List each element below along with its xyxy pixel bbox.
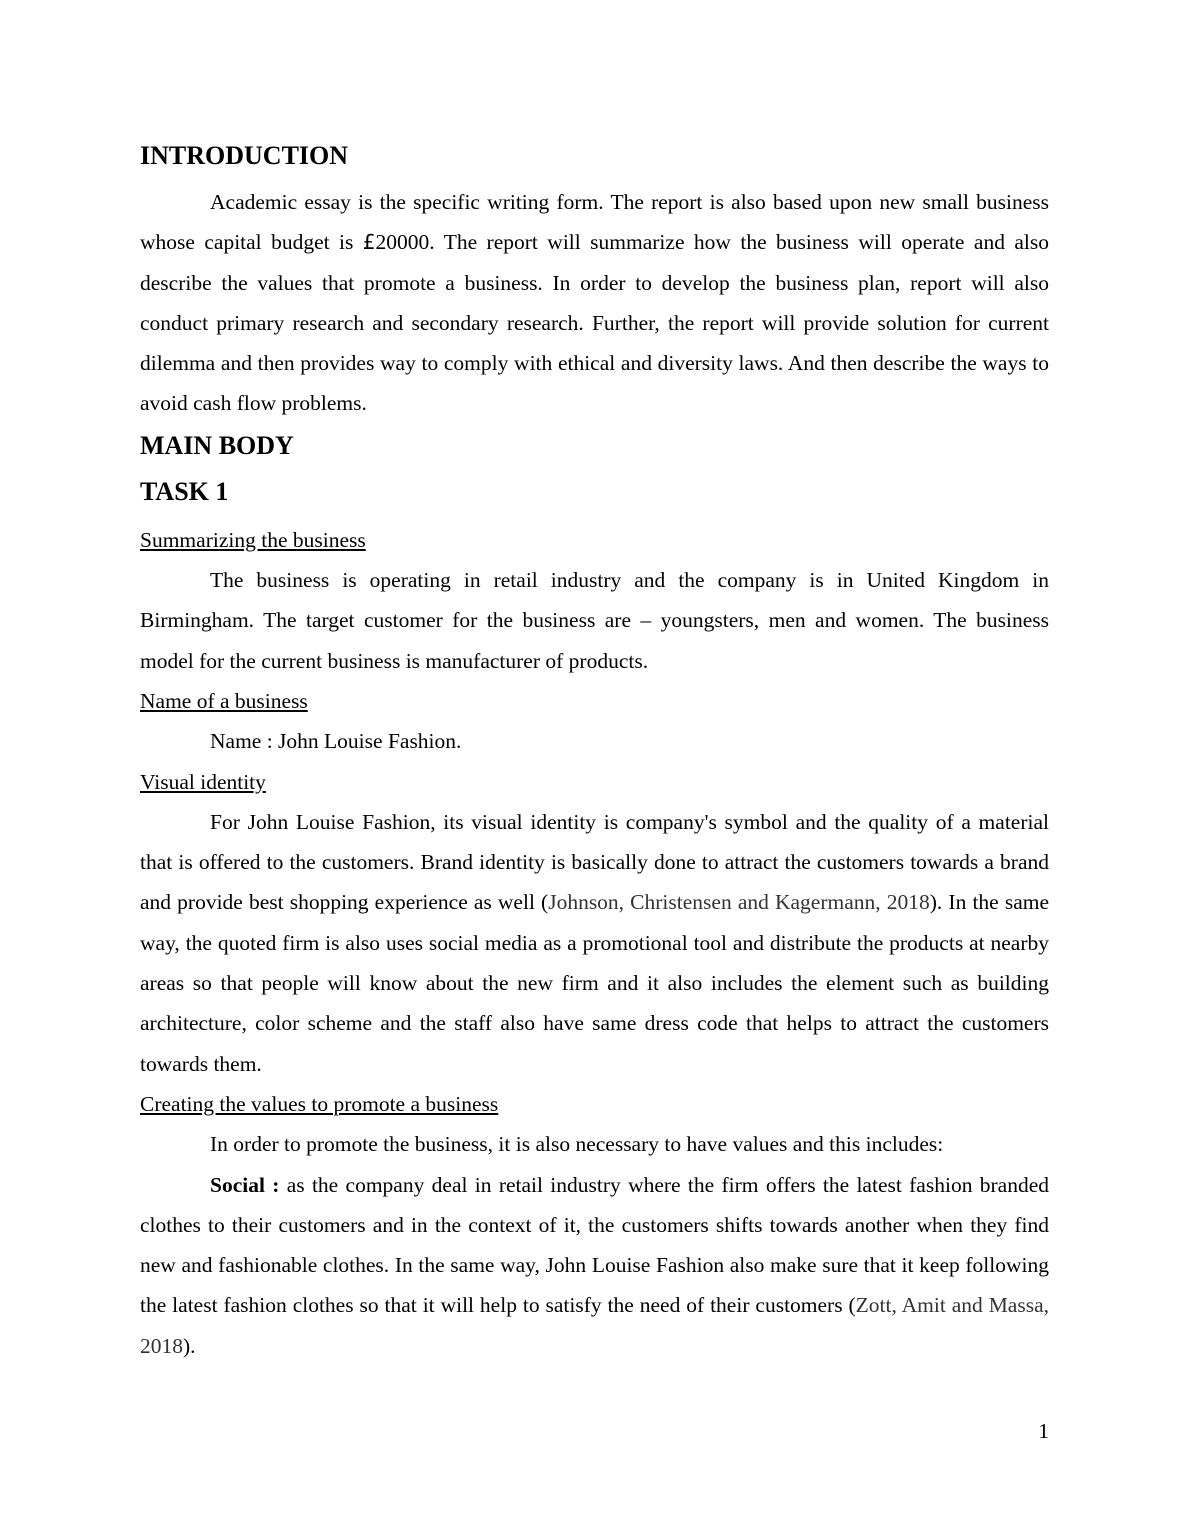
main-body-heading: MAIN BODY [140,430,294,460]
introduction-text-start: Academic essay is the specific writing form. The report is also based upon new small business whose capital budget is [140,190,1049,255]
social-value-text-start: as the company deal in retail industry where the firm offers the latest fashion branded clothes to their customers and in the context of it, the customers shifts towards another when they find new and fashionable clothes. In the same way, John Louise Fashion also make sure that it keep following the latest fashion clothes so that it will help to satisfy the need of their customers ( [140,1172,1049,1318]
visual-identity-citation: Johnson, Christensen and Kagermann, 2018 [548,890,930,915]
task-1-heading: TASK 1 [140,476,229,506]
visual-identity-text-start: For John Louise Fashion, its visual identity is company's symbol and the quality of a material that is offered to the customers. Brand identity is basically done to attract the customers towards a brand and provide best shopping experience as well ( [140,809,1049,915]
values-subheading: Creating the values to promote a business [140,1091,499,1116]
visual-identity-text-end: ). In the same way, the quoted firm is also uses social media as a promotional tool and distribute the products at nearby areas so that people will know about the new firm and it also includes the element such as building architecture, color scheme and the staff also have same dress code that helps to attract the customers towards them. [140,890,1050,1076]
summarizing-subheading: Summarizing the business [140,527,366,552]
document-page [140,138,1049,1366]
visual-identity-paragraph [140,802,1049,1084]
social-value-paragraph [140,1165,1049,1366]
introduction-text-end: 20000. The report will summarize how the business will operate and also describe the values that promote a business. In order to develop the business plan, report will also conduct primary research and secondary research. Further, the report will provide solution for current dilemma and then provides way to comply with ethical and diversity laws. And then describe the ways to avoid cash flow problems. [140,230,1049,416]
social-value-citation: Zott, Amit and Massa, 2018 [140,1293,1049,1358]
summarizing-paragraph: The business is operating in retail industry and the company is in United Kingdom in Birmingham. The target customer for the business are – youngsters, men and women. The business model for the current business is manufacturer of products. [140,568,1049,673]
visual-identity-subheading: Visual identity [140,769,266,794]
introduction-heading: INTRODUCTION [140,141,349,170]
social-value-label: Social : [210,1172,280,1197]
social-value-text-end: ). [183,1333,196,1358]
introduction-paragraph [140,182,1049,424]
page-number: 1 [1038,1419,1049,1443]
currency-symbol: £ [362,230,376,255]
business-name-subheading: Name of a business [140,688,308,713]
business-name-paragraph: Name : John Louise Fashion. [210,729,462,754]
values-intro-paragraph: In order to promote the business, it is also necessary to have values and this includes: [210,1132,944,1157]
